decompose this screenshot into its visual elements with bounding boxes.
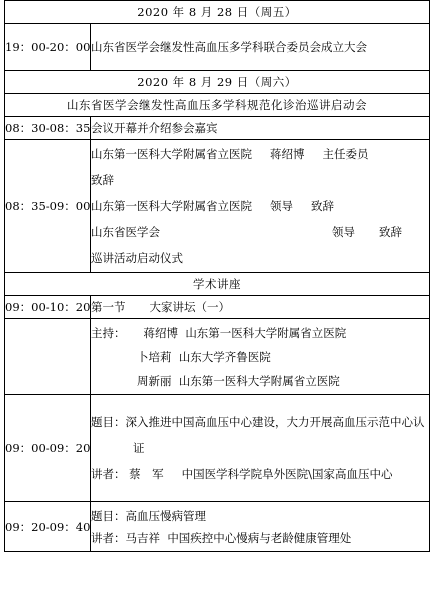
- content-cell: [91, 395, 430, 502]
- chair-org: 山东第一医科大学附属省立医院: [185, 325, 347, 340]
- speech-org: 山东省医学会: [91, 225, 160, 239]
- launch-title: 山东省医学会继发性高血压多学科规范化诊治巡讲启动会: [5, 94, 430, 117]
- time-cell: 09：00-09：20: [5, 395, 91, 502]
- chair-org: 山东第一医科大学附属省立医院: [178, 373, 340, 388]
- day1-header: 2020 年 8 月 28 日（周五）: [5, 1, 430, 24]
- speech-org: 山东第一医科大学附属省立医院: [91, 147, 252, 161]
- time-cell: 09：20-09：40: [5, 502, 91, 552]
- speech-person: 蒋绍博: [270, 147, 305, 161]
- content-cell: [91, 24, 430, 71]
- speaker-name: 蔡 军: [129, 467, 164, 481]
- talk2-topic: [91, 505, 429, 527]
- speaker-org: 中国疾控中心慢病与老龄健康管理处: [167, 530, 352, 545]
- academic-title: 学术讲座: [5, 273, 430, 296]
- launch-title-row: [5, 94, 430, 117]
- day2-header: 2020 年 8 月 29 日（周六）: [5, 71, 430, 94]
- table-row: [5, 24, 430, 71]
- speaker-name: 马吉祥: [125, 530, 160, 545]
- topic-label: 题目：: [91, 415, 126, 429]
- speech-line-1b: 致辞: [91, 173, 114, 187]
- chair-name: 卜培莉: [137, 349, 172, 364]
- chair-line-1: [91, 321, 429, 345]
- speech-org: 山东第一医科大学附属省立医院: [91, 199, 252, 213]
- topic-text: 深入推进中国高血压中心建设，大力开展高血压示范中心认证: [125, 415, 425, 455]
- schedule-document: [4, 0, 429, 590]
- talk1-topic: [91, 409, 429, 461]
- chair-line-2: [91, 345, 429, 369]
- speaker-label: 讲者：: [91, 530, 126, 545]
- section-label: 第一节: [91, 300, 126, 314]
- talk1-speaker: [91, 461, 429, 487]
- speech-role: 致辞: [379, 225, 402, 239]
- speech-line-3: [91, 219, 429, 245]
- content-cell: [91, 140, 430, 273]
- chair-name: 周新丽: [137, 373, 172, 388]
- section-heading: [91, 296, 429, 318]
- speech-line-1: [91, 141, 429, 167]
- day1-header-row: [5, 1, 430, 24]
- table-row: [5, 319, 430, 395]
- academic-title-row: [5, 273, 430, 296]
- content-cell: [91, 296, 430, 319]
- speech-role: 致辞: [311, 199, 334, 213]
- table-row: [5, 502, 430, 552]
- chair-line-3: [91, 369, 429, 393]
- topic-label: 题目：: [91, 508, 126, 523]
- chair-name: 蒋绍博: [143, 325, 178, 340]
- content-cell: [91, 319, 430, 395]
- speech-line-4: 巡讲活动启动仪式: [91, 251, 183, 265]
- talk2-speaker: [91, 527, 429, 549]
- speech-role: 主任委员: [322, 147, 369, 161]
- speech-person: 领导: [332, 225, 355, 239]
- day2-header-row: [5, 71, 430, 94]
- table-row: [5, 117, 430, 140]
- table-row: [5, 140, 430, 273]
- chairs-label: 主持：: [91, 325, 126, 340]
- time-cell: 08：30-08：35: [5, 117, 91, 140]
- chair-org: 山东大学齐鲁医院: [178, 349, 271, 364]
- content-cell: [91, 117, 430, 140]
- section-title: 大家讲坛（一）: [149, 300, 230, 314]
- content-cell: [91, 502, 430, 552]
- speaker-org: 中国医学科学院阜外医院\国家高血压中心: [181, 467, 393, 481]
- opening-text: 会议开幕并介绍参会嘉宾: [91, 121, 218, 135]
- committee-founding-text: 山东省医学会继发性高血压多学科联合委员会成立大会: [91, 40, 367, 54]
- time-cell: 09：00-10：20: [5, 296, 91, 319]
- speaker-label: 讲者：: [91, 467, 126, 481]
- topic-text: 高血压慢病管理: [125, 508, 206, 523]
- time-cell: 08：35-09：00: [5, 140, 91, 273]
- time-cell: 19：00-20：00: [5, 24, 91, 71]
- table-row: [5, 395, 430, 502]
- speech-line-2: [91, 193, 429, 219]
- schedule-table: [4, 0, 430, 552]
- time-cell: [5, 319, 91, 395]
- table-row: [5, 296, 430, 319]
- speech-person: 领导: [270, 199, 293, 213]
